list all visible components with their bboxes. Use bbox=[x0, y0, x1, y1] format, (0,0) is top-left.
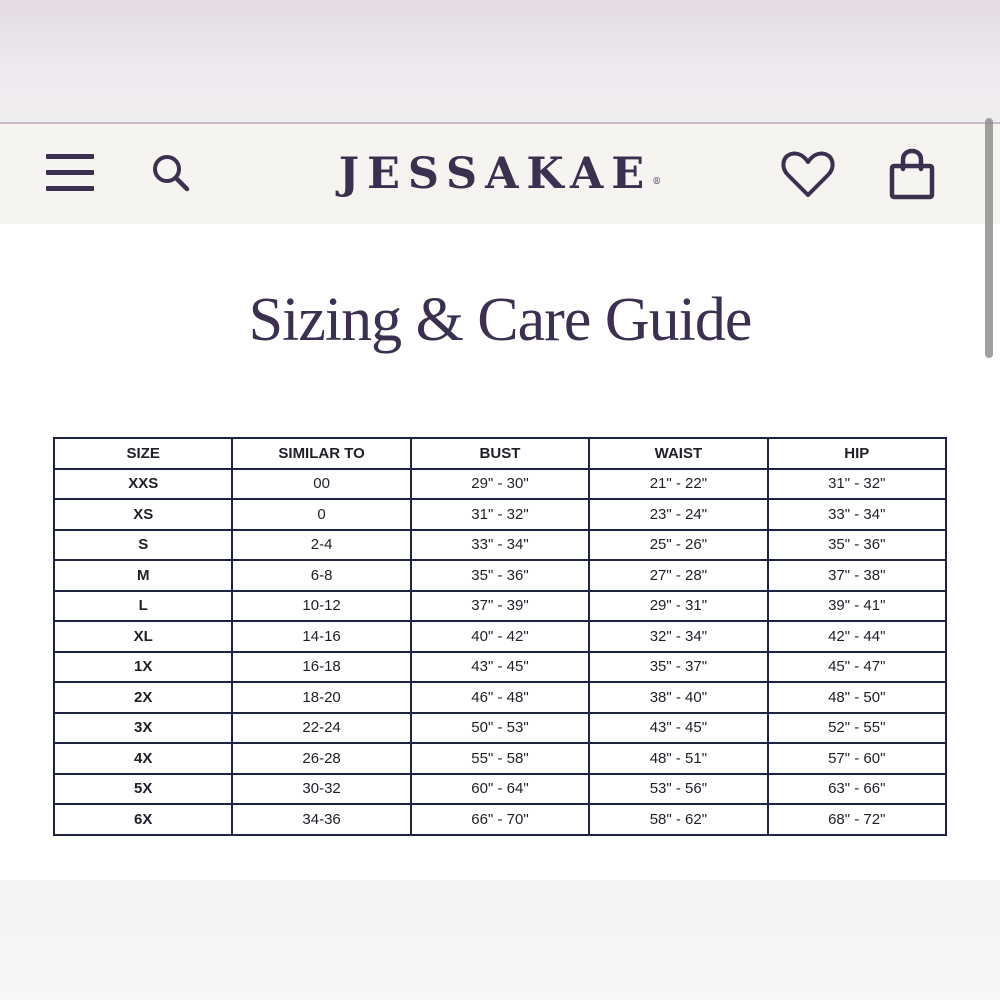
cell-waist: 32" - 34" bbox=[589, 621, 767, 652]
cell-similar-to: 34-36 bbox=[232, 804, 410, 835]
table-row bbox=[54, 591, 946, 622]
cell-bust: 43" - 45" bbox=[411, 652, 589, 683]
cell-hip: 33" - 34" bbox=[768, 499, 946, 530]
cell-similar-to: 00 bbox=[232, 469, 410, 500]
cell-waist: 29" - 31" bbox=[589, 591, 767, 622]
column-header-hip: HIP bbox=[768, 438, 946, 469]
table-row bbox=[54, 621, 946, 652]
cell-waist: 53" - 56" bbox=[589, 774, 767, 805]
table-row bbox=[54, 652, 946, 683]
cell-waist: 27" - 28" bbox=[589, 560, 767, 591]
cell-size: 6X bbox=[54, 804, 232, 835]
cell-bust: 66" - 70" bbox=[411, 804, 589, 835]
registered-mark: ® bbox=[652, 177, 662, 187]
size-chart-table bbox=[53, 437, 947, 836]
table-row bbox=[54, 713, 946, 744]
cell-bust: 29" - 30" bbox=[411, 469, 589, 500]
heart-icon[interactable] bbox=[780, 150, 836, 200]
cell-similar-to: 14-16 bbox=[232, 621, 410, 652]
table-row bbox=[54, 743, 946, 774]
table-row bbox=[54, 530, 946, 561]
cell-similar-to: 22-24 bbox=[232, 713, 410, 744]
table-body bbox=[54, 469, 946, 835]
brand-logo-text: JESSAKAE bbox=[338, 149, 653, 199]
cell-waist: 25" - 26" bbox=[589, 530, 767, 561]
cell-bust: 46" - 48" bbox=[411, 682, 589, 713]
cell-hip: 48" - 50" bbox=[768, 682, 946, 713]
cell-waist: 35" - 37" bbox=[589, 652, 767, 683]
cell-size: 5X bbox=[54, 774, 232, 805]
cell-similar-to: 10-12 bbox=[232, 591, 410, 622]
column-header-similar-to: SIMILAR TO bbox=[232, 438, 410, 469]
table-row bbox=[54, 499, 946, 530]
cell-similar-to: 26-28 bbox=[232, 743, 410, 774]
cell-hip: 68" - 72" bbox=[768, 804, 946, 835]
page-title: Sizing & Care Guide bbox=[248, 286, 752, 354]
cell-hip: 37" - 38" bbox=[768, 560, 946, 591]
cell-waist: 58" - 62" bbox=[589, 804, 767, 835]
hamburger-menu-icon[interactable] bbox=[46, 152, 94, 194]
cell-waist: 23" - 24" bbox=[589, 499, 767, 530]
cell-bust: 55" - 58" bbox=[411, 743, 589, 774]
cell-size: 2X bbox=[54, 682, 232, 713]
column-header-waist: WAIST bbox=[589, 438, 767, 469]
cell-waist: 21" - 22" bbox=[589, 469, 767, 500]
table-row bbox=[54, 560, 946, 591]
cell-size: XL bbox=[54, 621, 232, 652]
cell-bust: 40" - 42" bbox=[411, 621, 589, 652]
cell-waist: 48" - 51" bbox=[589, 743, 767, 774]
cell-size: 1X bbox=[54, 652, 232, 683]
table-row bbox=[54, 774, 946, 805]
column-header-size: SIZE bbox=[54, 438, 232, 469]
cell-size: 3X bbox=[54, 713, 232, 744]
cell-size: XXS bbox=[54, 469, 232, 500]
table-row bbox=[54, 682, 946, 713]
column-header-bust: BUST bbox=[411, 438, 589, 469]
page-footer-area bbox=[0, 880, 1000, 1000]
table-row bbox=[54, 469, 946, 500]
cell-size: L bbox=[54, 591, 232, 622]
cell-similar-to: 18-20 bbox=[232, 682, 410, 713]
cell-hip: 42" - 44" bbox=[768, 621, 946, 652]
cell-hip: 35" - 36" bbox=[768, 530, 946, 561]
cell-size: M bbox=[54, 560, 232, 591]
brand-logo[interactable] bbox=[300, 144, 700, 204]
cell-hip: 63" - 66" bbox=[768, 774, 946, 805]
table-header-row bbox=[54, 438, 946, 469]
cell-similar-to: 2-4 bbox=[232, 530, 410, 561]
cell-similar-to: 6-8 bbox=[232, 560, 410, 591]
cell-bust: 31" - 32" bbox=[411, 499, 589, 530]
search-icon[interactable] bbox=[150, 152, 192, 194]
cell-bust: 60" - 64" bbox=[411, 774, 589, 805]
cell-similar-to: 0 bbox=[232, 499, 410, 530]
browser-top-area bbox=[0, 0, 1000, 124]
cell-size: 4X bbox=[54, 743, 232, 774]
cell-hip: 39" - 41" bbox=[768, 591, 946, 622]
shopping-bag-icon[interactable] bbox=[888, 148, 936, 200]
cell-waist: 38" - 40" bbox=[589, 682, 767, 713]
cell-hip: 57" - 60" bbox=[768, 743, 946, 774]
site-header bbox=[0, 124, 1000, 224]
cell-bust: 35" - 36" bbox=[411, 560, 589, 591]
cell-similar-to: 30-32 bbox=[232, 774, 410, 805]
cell-hip: 45" - 47" bbox=[768, 652, 946, 683]
cell-bust: 37" - 39" bbox=[411, 591, 589, 622]
cell-hip: 31" - 32" bbox=[768, 469, 946, 500]
cell-similar-to: 16-18 bbox=[232, 652, 410, 683]
cell-waist: 43" - 45" bbox=[589, 713, 767, 744]
table-row bbox=[54, 804, 946, 835]
cell-size: S bbox=[54, 530, 232, 561]
cell-hip: 52" - 55" bbox=[768, 713, 946, 744]
cell-bust: 33" - 34" bbox=[411, 530, 589, 561]
cell-size: XS bbox=[54, 499, 232, 530]
cell-bust: 50" - 53" bbox=[411, 713, 589, 744]
